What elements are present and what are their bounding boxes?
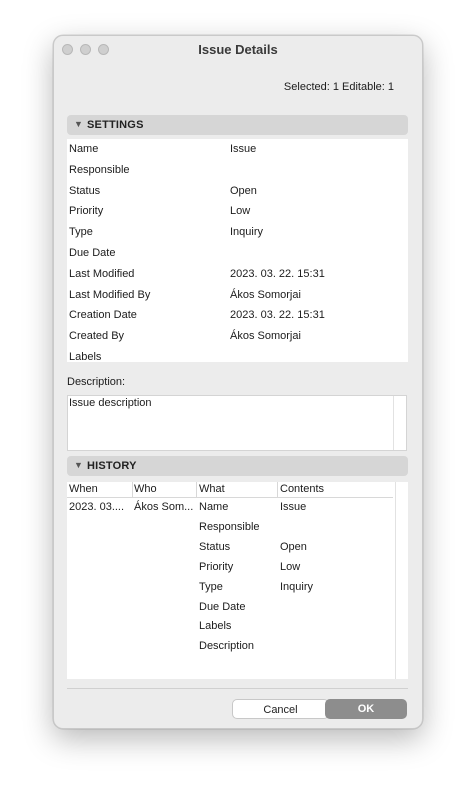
description-field[interactable] <box>67 395 407 451</box>
history-who-cell[interactable]: Ákos Som... <box>134 501 194 513</box>
settings-header-label: SETTINGS <box>87 119 144 131</box>
setting-value[interactable]: Issue <box>230 143 257 155</box>
setting-key: Created By <box>69 330 125 343</box>
settings-row[interactable] <box>69 161 404 181</box>
setting-value[interactable]: Ákos Somorjai <box>230 288 301 301</box>
history-what-cell[interactable]: Status <box>199 540 231 553</box>
setting-key: Type <box>69 226 93 239</box>
history-what-cell[interactable]: Priority <box>199 560 234 573</box>
history-what-cell[interactable]: Due Date <box>199 600 246 613</box>
history-what-cell[interactable]: Labels <box>199 620 232 633</box>
settings-row[interactable] <box>69 306 404 326</box>
disclosure-triangle-icon: ▼ <box>74 460 83 470</box>
settings-list <box>67 139 408 362</box>
settings-row[interactable] <box>69 182 404 202</box>
settings-row[interactable] <box>69 348 404 368</box>
settings-section-header[interactable] <box>67 115 408 135</box>
history-header-label: HISTORY <box>87 460 137 472</box>
history-what-cell[interactable]: Type <box>199 580 223 593</box>
column-header-what[interactable]: What <box>199 483 225 495</box>
history-what-cell[interactable]: Responsible <box>199 520 260 533</box>
setting-key: Status <box>69 184 101 197</box>
history-table <box>67 482 408 679</box>
window-title: Issue Details <box>198 42 278 57</box>
title-bar <box>54 36 422 64</box>
history-scrollbar[interactable] <box>395 482 406 679</box>
column-header-who[interactable]: Who <box>134 483 157 495</box>
settings-row[interactable] <box>69 265 404 285</box>
footer-divider <box>67 688 408 689</box>
setting-key: Last Modified <box>69 267 135 280</box>
issue-details-window <box>53 35 423 729</box>
setting-key: Responsible <box>69 163 130 176</box>
setting-key: Labels <box>69 351 102 363</box>
settings-row[interactable] <box>69 244 404 264</box>
setting-key: Creation Date <box>69 309 137 322</box>
history-contents-cell[interactable]: Low <box>280 560 301 573</box>
setting-value[interactable]: Ákos Somorjai <box>230 330 301 343</box>
history-contents-cell[interactable]: Inquiry <box>280 580 314 593</box>
history-what-cell[interactable]: Description <box>199 640 255 653</box>
disclosure-triangle-icon: ▼ <box>74 119 83 129</box>
description-text: Issue description <box>69 397 152 409</box>
setting-value[interactable]: Low <box>230 205 251 218</box>
settings-row[interactable] <box>69 202 404 222</box>
settings-row[interactable] <box>69 140 404 160</box>
column-divider[interactable] <box>196 482 197 497</box>
description-scrollbar[interactable] <box>393 396 404 450</box>
history-section-header[interactable] <box>67 456 408 476</box>
setting-key: Name <box>69 143 99 155</box>
settings-row[interactable] <box>69 223 404 243</box>
column-header-when[interactable]: When <box>69 483 98 495</box>
setting-value[interactable]: Inquiry <box>230 226 264 239</box>
history-when-cell[interactable]: 2023. 03.... <box>69 501 125 513</box>
column-header-contents[interactable]: Contents <box>280 483 325 495</box>
ok-button[interactable]: OK <box>325 699 407 719</box>
cancel-button[interactable]: Cancel <box>232 699 329 719</box>
selection-info: Selected: 1 Editable: 1 <box>283 81 394 93</box>
setting-value[interactable]: Open <box>230 184 257 197</box>
column-divider[interactable] <box>132 482 133 497</box>
description-label: Description: <box>67 376 126 388</box>
column-divider[interactable] <box>277 482 278 497</box>
settings-row[interactable] <box>69 327 404 347</box>
history-contents-cell[interactable]: Issue <box>280 501 307 513</box>
setting-value[interactable]: 2023. 03. 22. 15:31 <box>230 309 325 322</box>
settings-row[interactable] <box>69 286 404 306</box>
setting-key: Priority <box>69 205 104 218</box>
history-what-cell[interactable]: Name <box>199 501 229 513</box>
header-divider <box>67 497 393 498</box>
setting-key: Due Date <box>69 247 116 259</box>
setting-key: Last Modified By <box>69 288 151 301</box>
history-contents-cell[interactable]: Open <box>280 540 307 553</box>
setting-value[interactable]: 2023. 03. 22. 15:31 <box>230 267 325 280</box>
